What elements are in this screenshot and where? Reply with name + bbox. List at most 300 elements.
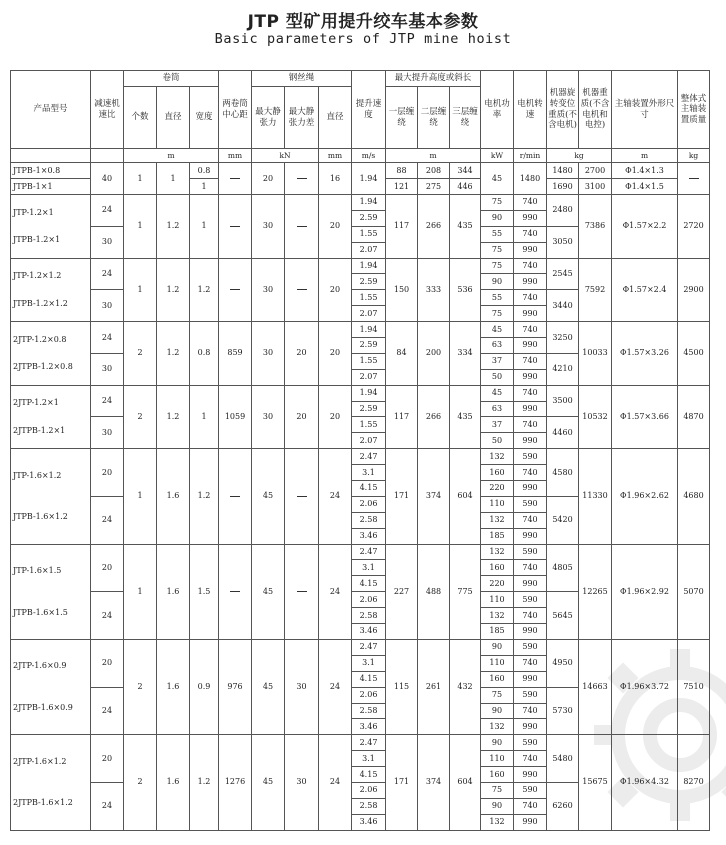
unit-power: kW — [481, 149, 514, 163]
rot-mass-cell: 5730 — [547, 687, 579, 735]
power-cell: 132 — [481, 512, 514, 528]
model-cell — [11, 195, 91, 259]
power-cell: 90 — [481, 735, 514, 751]
lift2-cell: 333 — [418, 258, 450, 322]
shaft-mass-cell: 4870 — [678, 385, 710, 449]
width-cell: 1 — [190, 195, 219, 259]
center-cell: 1059 — [219, 385, 252, 449]
center-cell: 859 — [219, 322, 252, 386]
rpm-cell: 740 — [514, 512, 547, 528]
count-cell: 2 — [124, 735, 157, 830]
dims-cell: Φ1.57×2.4 — [612, 258, 678, 322]
diameter-cell: 1.2 — [157, 385, 190, 449]
speed-cell: 2.06 — [352, 687, 386, 703]
center-dash — [219, 449, 252, 544]
lift1-cell: 115 — [386, 639, 418, 734]
rpm-cell: 590 — [514, 592, 547, 608]
rpm-cell: 990 — [514, 814, 547, 830]
model-name: 2JTP-1.6×1.2 — [13, 756, 67, 766]
lift1-cell: 117 — [386, 195, 418, 259]
rot-mass-cell: 2545 — [547, 258, 579, 290]
center-dash — [219, 163, 252, 195]
lift1-cell: 171 — [386, 735, 418, 830]
power-cell: 45 — [481, 163, 514, 195]
ratio-cell: 24 — [91, 782, 124, 830]
power-cell: 75 — [481, 242, 514, 258]
rpm-cell: 990 — [514, 210, 547, 226]
ratio-cell: 20 — [91, 735, 124, 783]
model-cell — [11, 449, 91, 544]
diff-dash — [285, 258, 319, 322]
dims-cell: Φ1.4×1.5 — [612, 179, 678, 195]
count-cell: 2 — [124, 322, 157, 386]
width-cell: 1.2 — [190, 735, 219, 830]
diff-dash — [285, 195, 319, 259]
table-row — [11, 735, 710, 751]
model-name: JTPB-1.2×1 — [13, 235, 61, 245]
model-cell — [11, 544, 91, 639]
power-cell: 110 — [481, 751, 514, 767]
speed-cell: 2.59 — [352, 274, 386, 290]
rpm-cell: 590 — [514, 782, 547, 798]
header-center-distance: 两卷筒中心距 — [219, 71, 252, 149]
rpm-cell: 990 — [514, 624, 547, 640]
diameter-cell: 1.6 — [157, 639, 190, 734]
power-cell: 90 — [481, 798, 514, 814]
speed-cell: 2.06 — [352, 592, 386, 608]
diameter-cell: 1.6 — [157, 449, 190, 544]
diff-dash — [285, 544, 319, 639]
lift2-cell: 208 — [418, 163, 450, 179]
rpm-cell: 740 — [514, 703, 547, 719]
center-dash — [219, 258, 252, 322]
model-name: JTP-1.2×1 — [13, 207, 54, 217]
diff-cell: 30 — [285, 735, 319, 830]
speed-cell: 3.46 — [352, 719, 386, 735]
model-cell — [11, 385, 91, 449]
speed-cell: 4.15 — [352, 767, 386, 783]
lift3-cell: 446 — [450, 179, 481, 195]
table-row — [11, 544, 710, 560]
speed-cell: 2.59 — [352, 338, 386, 354]
count-cell: 1 — [124, 195, 157, 259]
unit-dims: m — [612, 149, 678, 163]
table-row — [11, 639, 710, 655]
tension-cell: 30 — [252, 195, 285, 259]
rpm-cell: 990 — [514, 767, 547, 783]
rot-mass-cell: 5480 — [547, 735, 579, 783]
rot-mass-cell: 3250 — [547, 322, 579, 354]
center-cell: 976 — [219, 639, 252, 734]
rot-mass-cell: 2480 — [547, 195, 579, 227]
page-title: JTP 型矿用提升绞车基本参数 — [247, 12, 479, 32]
tension-cell: 45 — [252, 449, 285, 544]
rpm-cell: 740 — [514, 322, 547, 338]
mass-cell: 3100 — [579, 179, 612, 195]
lift3-cell: 432 — [450, 639, 481, 734]
ratio-cell: 40 — [91, 163, 124, 195]
model-name: JTPB-1.6×1.2 — [13, 512, 68, 522]
ratio-cell: 24 — [91, 687, 124, 735]
header-rope-diameter: 直径 — [319, 87, 352, 149]
rot-mass-cell: 4460 — [547, 417, 579, 449]
table-row — [11, 385, 710, 401]
speed-cell: 1.94 — [352, 195, 386, 211]
rpm-cell: 590 — [514, 449, 547, 465]
model-cell: JTPB-1×0.8 — [11, 163, 91, 179]
power-cell: 55 — [481, 226, 514, 242]
rot-mass-cell: 5420 — [547, 496, 579, 544]
rpm-cell: 740 — [514, 353, 547, 369]
power-cell: 37 — [481, 417, 514, 433]
diff-cell: 30 — [285, 639, 319, 734]
speed-cell: 2.07 — [352, 369, 386, 385]
rope-cell: 20 — [319, 258, 352, 322]
lift3-cell: 334 — [450, 322, 481, 386]
rope-cell: 20 — [319, 385, 352, 449]
lift2-cell: 374 — [418, 449, 450, 544]
speed-cell: 1.94 — [352, 163, 386, 195]
lift1-cell: 171 — [386, 449, 418, 544]
rope-cell: 16 — [319, 163, 352, 195]
lift3-cell: 536 — [450, 258, 481, 322]
rot-mass-cell: 3050 — [547, 226, 579, 258]
header-max-tension-diff: 最大静张力差 — [285, 87, 319, 149]
ratio-cell: 30 — [91, 417, 124, 449]
power-cell: 45 — [481, 322, 514, 338]
width-cell: 1.5 — [190, 544, 219, 639]
speed-cell: 2.07 — [352, 306, 386, 322]
table-row — [11, 195, 710, 211]
diameter-cell: 1.6 — [157, 544, 190, 639]
header-layer-2: 二层缠绕 — [418, 87, 450, 149]
speed-cell: 2.59 — [352, 401, 386, 417]
mass-cell: 7386 — [579, 195, 612, 259]
diameter-cell: 1.2 — [157, 322, 190, 386]
center-cell: 1276 — [219, 735, 252, 830]
power-cell: 220 — [481, 481, 514, 497]
model-name: 2JTPB-1.6×1.2 — [13, 798, 73, 808]
table-row — [11, 322, 710, 338]
speed-cell: 1.94 — [352, 385, 386, 401]
model-name: 2JTP-1.2×0.8 — [13, 334, 67, 344]
speed-cell: 4.15 — [352, 481, 386, 497]
speed-cell: 1.94 — [352, 322, 386, 338]
rpm-cell: 990 — [514, 433, 547, 449]
power-cell: 63 — [481, 401, 514, 417]
header-rope: 钢丝绳 — [252, 71, 352, 87]
lift2-cell: 266 — [418, 385, 450, 449]
unit-rpm: r/min — [514, 149, 547, 163]
rpm-cell: 740 — [514, 417, 547, 433]
count-cell: 2 — [124, 385, 157, 449]
header-layer-1: 一层缠绕 — [386, 87, 418, 149]
ratio-cell: 20 — [91, 449, 124, 497]
speed-cell: 3.1 — [352, 560, 386, 576]
unit-center: mm — [219, 149, 252, 163]
power-cell: 132 — [481, 544, 514, 560]
header-machine-mass: 机器重质(不含电机和电控) — [579, 71, 612, 149]
shaft-mass-cell: 8270 — [678, 735, 710, 830]
rpm-cell: 990 — [514, 338, 547, 354]
tension-cell: 30 — [252, 322, 285, 386]
power-cell: 160 — [481, 767, 514, 783]
rpm-cell: 990 — [514, 306, 547, 322]
count-cell: 1 — [124, 449, 157, 544]
header-speed: 提升速度 — [352, 71, 386, 149]
parameters-table — [10, 70, 710, 831]
diff-dash — [285, 163, 319, 195]
rot-mass-cell: 3440 — [547, 290, 579, 322]
width-cell: 0.8 — [190, 163, 219, 179]
model-name: JTP-1.2×1.2 — [13, 271, 62, 281]
shaft-dash — [678, 163, 710, 195]
lift3-cell: 435 — [450, 385, 481, 449]
lift1-cell: 117 — [386, 385, 418, 449]
lift3-cell: 604 — [450, 735, 481, 830]
diameter-cell: 1.2 — [157, 195, 190, 259]
mass-cell: 10033 — [579, 322, 612, 386]
power-cell: 110 — [481, 496, 514, 512]
model-name: JTPB-1.2×1.2 — [13, 298, 68, 308]
speed-cell: 4.15 — [352, 671, 386, 687]
speed-cell: 1.94 — [352, 258, 386, 274]
dims-cell: Φ1.96×3.72 — [612, 639, 678, 734]
speed-cell: 1.55 — [352, 226, 386, 242]
power-cell: 63 — [481, 338, 514, 354]
tension-cell: 45 — [252, 544, 285, 639]
model-cell — [11, 322, 91, 386]
lift3-cell: 604 — [450, 449, 481, 544]
unit-tension: kN — [252, 149, 319, 163]
speed-cell: 2.06 — [352, 496, 386, 512]
mass-cell: 10532 — [579, 385, 612, 449]
lift2-cell: 200 — [418, 322, 450, 386]
count-cell: 2 — [124, 639, 157, 734]
dims-cell: Φ1.57×3.26 — [612, 322, 678, 386]
model-name: 2JTPB-1.2×1 — [13, 425, 66, 435]
lift1-cell: 150 — [386, 258, 418, 322]
dims-cell: Φ1.96×4.32 — [612, 735, 678, 830]
width-cell: 1 — [190, 179, 219, 195]
header-ratio: 减速机速比 — [91, 71, 124, 149]
mass-cell: 14663 — [579, 639, 612, 734]
header-drum-count: 个数 — [124, 87, 157, 149]
center-dash — [219, 195, 252, 259]
speed-cell: 1.55 — [352, 417, 386, 433]
shaft-mass-cell: 7510 — [678, 639, 710, 734]
power-cell: 45 — [481, 385, 514, 401]
lift2-cell: 261 — [418, 639, 450, 734]
ratio-cell: 30 — [91, 353, 124, 385]
rpm-cell: 1480 — [514, 163, 547, 195]
rpm-cell: 740 — [514, 560, 547, 576]
rpm-cell: 990 — [514, 401, 547, 417]
diameter-cell: 1.2 — [157, 258, 190, 322]
model-cell — [11, 639, 91, 734]
rpm-cell: 590 — [514, 687, 547, 703]
power-cell: 110 — [481, 592, 514, 608]
lift3-cell: 435 — [450, 195, 481, 259]
rpm-cell: 590 — [514, 544, 547, 560]
speed-cell: 2.47 — [352, 544, 386, 560]
power-cell: 90 — [481, 274, 514, 290]
model-name: JTP-1.6×1.2 — [13, 470, 62, 480]
power-cell: 75 — [481, 782, 514, 798]
speed-cell: 3.1 — [352, 655, 386, 671]
unit-lift: m — [386, 149, 481, 163]
unit-drum: m — [124, 149, 219, 163]
diff-dash — [285, 449, 319, 544]
shaft-mass-cell: 5070 — [678, 544, 710, 639]
power-cell: 185 — [481, 624, 514, 640]
lift1-cell: 84 — [386, 322, 418, 386]
speed-cell: 3.46 — [352, 624, 386, 640]
header-power: 电机功率 — [481, 71, 514, 149]
count-cell: 1 — [124, 163, 157, 195]
power-cell: 50 — [481, 369, 514, 385]
rpm-cell: 740 — [514, 751, 547, 767]
table-row — [11, 163, 710, 179]
lift1-cell: 227 — [386, 544, 418, 639]
dims-cell: Φ1.57×2.2 — [612, 195, 678, 259]
header-rpm: 电机转速 — [514, 71, 547, 149]
power-cell: 110 — [481, 655, 514, 671]
mass-cell: 7592 — [579, 258, 612, 322]
rot-mass-cell: 3500 — [547, 385, 579, 417]
speed-cell: 2.58 — [352, 512, 386, 528]
header-drum-diameter: 直径 — [157, 87, 190, 149]
page-subtitle: Basic parameters of JTP mine hoist — [214, 31, 512, 47]
power-cell: 75 — [481, 258, 514, 274]
shaft-mass-cell: 4680 — [678, 449, 710, 544]
table-row — [11, 449, 710, 465]
speed-cell: 2.47 — [352, 639, 386, 655]
rpm-cell: 990 — [514, 369, 547, 385]
ratio-cell: 30 — [91, 290, 124, 322]
rot-mass-cell: 5645 — [547, 592, 579, 640]
model-name: 2JTP-1.2×1 — [13, 398, 59, 408]
dims-cell: Φ1.4×1.3 — [612, 163, 678, 179]
power-cell: 55 — [481, 290, 514, 306]
ratio-cell: 24 — [91, 592, 124, 640]
header-shaft-mass: 整体式主轴装置质量 — [678, 71, 710, 149]
speed-cell: 1.55 — [352, 290, 386, 306]
rpm-cell: 590 — [514, 496, 547, 512]
lift3-cell: 344 — [450, 163, 481, 179]
tension-cell: 45 — [252, 639, 285, 734]
rpm-cell: 990 — [514, 274, 547, 290]
rope-cell: 20 — [319, 322, 352, 386]
table-row — [11, 258, 710, 274]
speed-cell: 2.47 — [352, 449, 386, 465]
power-cell: 220 — [481, 576, 514, 592]
rot-mass-cell: 1690 — [547, 179, 579, 195]
rot-mass-cell: 4950 — [547, 639, 579, 687]
shaft-mass-cell: 2720 — [678, 195, 710, 259]
rope-cell: 24 — [319, 544, 352, 639]
model-cell: JTPB-1×1 — [11, 179, 91, 195]
speed-cell: 3.46 — [352, 528, 386, 544]
speed-cell: 2.59 — [352, 210, 386, 226]
diameter-cell: 1.6 — [157, 735, 190, 830]
power-cell: 132 — [481, 719, 514, 735]
speed-cell: 2.47 — [352, 735, 386, 751]
width-cell: 1 — [190, 385, 219, 449]
rpm-cell: 740 — [514, 385, 547, 401]
dims-cell: Φ1.96×2.62 — [612, 449, 678, 544]
power-cell: 90 — [481, 703, 514, 719]
model-name: 2JTP-1.6×0.9 — [13, 661, 67, 671]
rpm-cell: 990 — [514, 242, 547, 258]
speed-cell: 2.06 — [352, 782, 386, 798]
dims-cell: Φ1.96×2.92 — [612, 544, 678, 639]
diff-cell: 20 — [285, 322, 319, 386]
width-cell: 0.9 — [190, 639, 219, 734]
width-cell: 1.2 — [190, 449, 219, 544]
rot-mass-cell: 4580 — [547, 449, 579, 497]
rpm-cell: 590 — [514, 639, 547, 655]
lift2-cell: 374 — [418, 735, 450, 830]
speed-cell: 2.07 — [352, 433, 386, 449]
unit-shaft-mass: kg — [678, 149, 710, 163]
power-cell: 160 — [481, 560, 514, 576]
power-cell: 132 — [481, 814, 514, 830]
lift2-cell: 266 — [418, 195, 450, 259]
power-cell: 50 — [481, 433, 514, 449]
rpm-cell: 990 — [514, 719, 547, 735]
shaft-mass-cell: 2900 — [678, 258, 710, 322]
speed-cell: 2.58 — [352, 798, 386, 814]
lift3-cell: 775 — [450, 544, 481, 639]
header-shaft-dims: 主轴装置外形尺寸 — [612, 71, 678, 149]
tension-cell: 30 — [252, 385, 285, 449]
model-name: JTP-1.6×1.5 — [13, 566, 62, 575]
unit-rope: mm — [319, 149, 352, 163]
rpm-cell: 740 — [514, 258, 547, 274]
lift2-cell: 275 — [418, 179, 450, 195]
rope-cell: 20 — [319, 195, 352, 259]
tension-cell: 20 — [252, 163, 285, 195]
ratio-cell: 20 — [91, 639, 124, 687]
power-cell: 160 — [481, 465, 514, 481]
header-layer-3: 三层缠绕 — [450, 87, 481, 149]
power-cell: 75 — [481, 195, 514, 211]
ratio-cell: 24 — [91, 496, 124, 544]
header-rotating-mass: 机器旋转变位重质(不含电机) — [547, 71, 579, 149]
center-dash — [219, 544, 252, 639]
ratio-cell: 24 — [91, 385, 124, 417]
rpm-cell: 990 — [514, 481, 547, 497]
speed-cell: 2.07 — [352, 242, 386, 258]
header-drum-width: 宽度 — [190, 87, 219, 149]
speed-cell: 3.1 — [352, 751, 386, 767]
rpm-cell: 990 — [514, 576, 547, 592]
header-model: 产品型号 — [11, 71, 91, 149]
speed-cell: 3.46 — [352, 814, 386, 830]
ratio-cell: 24 — [91, 322, 124, 354]
rot-mass-cell: 4210 — [547, 353, 579, 385]
header-drum: 卷筒 — [124, 71, 219, 87]
unit-mass: kg — [547, 149, 612, 163]
unit-speed: m/s — [352, 149, 386, 163]
count-cell: 1 — [124, 544, 157, 639]
header-max-tension: 最大静张力 — [252, 87, 285, 149]
power-cell: 90 — [481, 639, 514, 655]
rot-mass-cell: 4805 — [547, 544, 579, 592]
speed-cell: 3.1 — [352, 465, 386, 481]
mass-cell: 15675 — [579, 735, 612, 830]
